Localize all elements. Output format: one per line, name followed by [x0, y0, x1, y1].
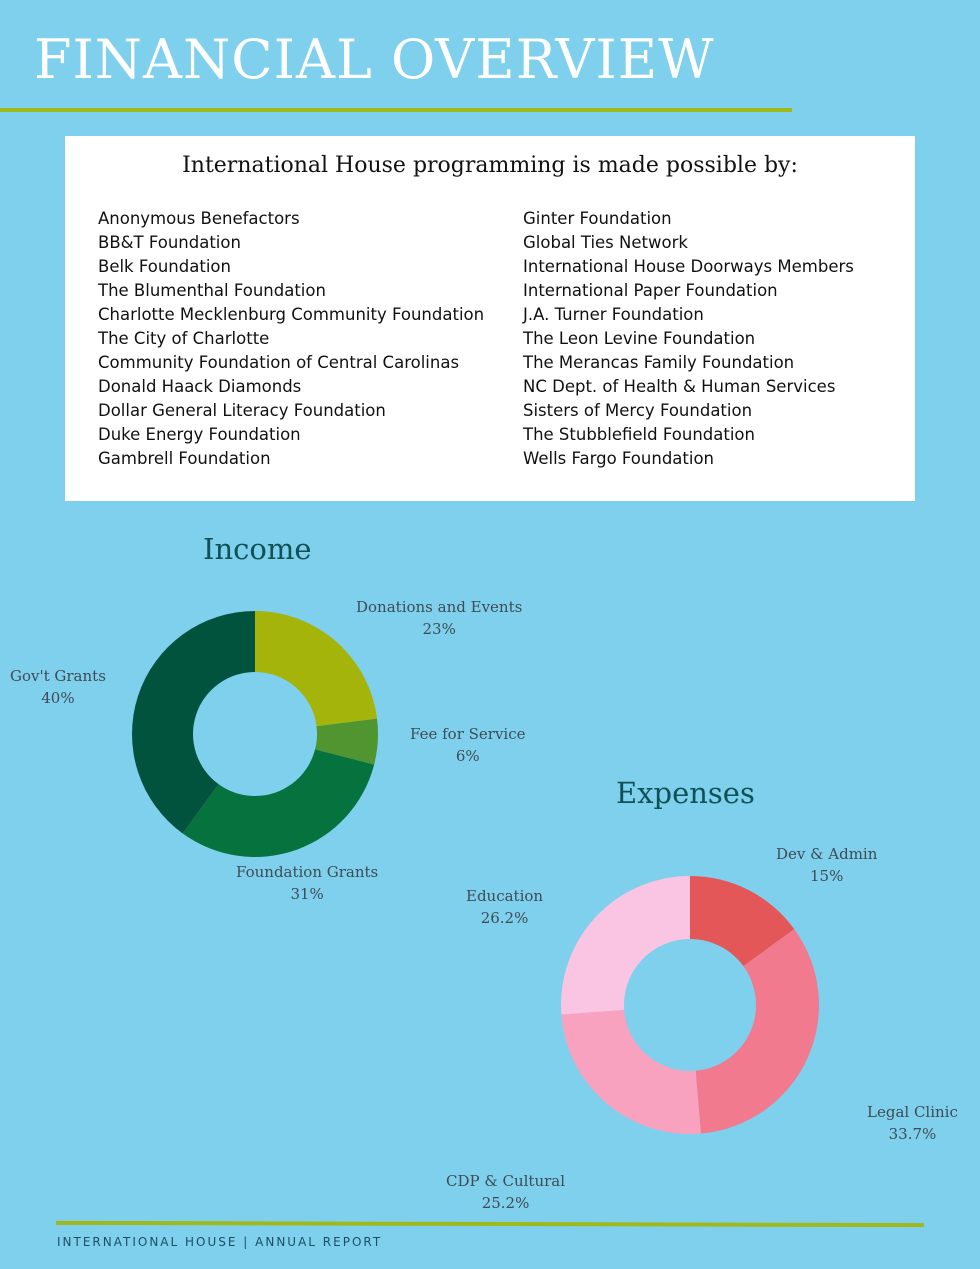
income-label-donations: [356, 596, 522, 640]
sponsor-item: International Paper Foundation: [523, 281, 778, 300]
sponsor-item: Ginter Foundation: [523, 209, 672, 228]
slice-value: 26.2%: [480, 909, 529, 927]
sponsor-item: The Blumenthal Foundation: [98, 281, 326, 300]
sponsor-item: Duke Energy Foundation: [98, 425, 301, 444]
slice-value: 31%: [290, 885, 324, 903]
sponsor-item: Wells Fargo Foundation: [523, 449, 715, 468]
sponsor-item: Sisters of Mercy Foundation: [523, 401, 753, 420]
sponsor-item: Belk Foundation: [98, 257, 231, 276]
sponsor-item: Charlotte Mecklenburg Community Foundation: [98, 305, 485, 324]
sponsor-item: NC Dept. of Health & Human Services: [523, 377, 836, 396]
sponsor-item: The Merancas Family Foundation: [523, 353, 795, 372]
sponsor-item: Dollar General Literacy Foundation: [98, 401, 386, 420]
sponsor-item: J.A. Turner Foundation: [523, 305, 704, 324]
slice-category: Dev & Admin: [776, 845, 878, 863]
expenses-label-legal: [867, 1101, 958, 1145]
sponsor-item: Anonymous Benefactors: [98, 209, 300, 228]
sponsors-box: [65, 136, 915, 501]
slice-category: Donations and Events: [356, 598, 523, 616]
expenses-donut-chart: [559, 874, 821, 1136]
sponsor-item: The Stubblefield Foundation: [523, 425, 755, 444]
donut-slice-foundation-grants: [183, 749, 374, 857]
expenses-label-education: [466, 885, 543, 929]
page-title: FINANCIAL OVERVIEW: [34, 28, 715, 91]
slice-value: 6%: [455, 747, 480, 765]
slice-category: Education: [466, 887, 544, 905]
sponsors-list-left: [98, 207, 484, 471]
slice-category: Fee for Service: [410, 725, 526, 743]
sponsor-item: Community Foundation of Central Carolinas: [98, 353, 460, 372]
donut-slice-education: [561, 876, 690, 1015]
slice-value: 23%: [422, 620, 456, 638]
donut-slice-legal-clinic: [696, 929, 819, 1133]
title-underline: [0, 108, 792, 112]
expenses-label-dev-admin: [776, 843, 877, 887]
slice-category: Legal Clinic: [867, 1103, 958, 1121]
income-label-fee: [410, 723, 526, 767]
slice-value: 33.7%: [888, 1125, 937, 1143]
income-donut-chart: [130, 609, 380, 859]
sponsors-heading: International House programming is made possible by:: [182, 153, 798, 178]
footer-text: INTERNATIONAL HOUSE | ANNUAL REPORT: [57, 1235, 383, 1249]
footer-rule: [56, 1221, 924, 1227]
slice-category: CDP & Cultural: [446, 1172, 566, 1190]
sponsors-list-right: [523, 207, 854, 471]
sponsor-item: Global Ties Network: [523, 233, 688, 252]
income-label-govt: [10, 665, 106, 709]
sponsor-item: BB&T Foundation: [98, 233, 241, 252]
income-label-foundation: [236, 861, 378, 905]
slice-category: Gov't Grants: [10, 667, 106, 685]
sponsor-item: Donald Haack Diamonds: [98, 377, 302, 396]
slice-value: 25.2%: [481, 1194, 530, 1212]
expenses-chart-title: Expenses: [616, 776, 755, 810]
sponsor-item: The City of Charlotte: [98, 329, 270, 348]
sponsor-item: International House Doorways Members: [523, 257, 854, 276]
slice-value: 40%: [41, 689, 75, 707]
slice-category: Foundation Grants: [236, 863, 379, 881]
expenses-label-cdp: [446, 1170, 565, 1214]
donut-slice-cdp-cultural: [561, 1010, 701, 1134]
sponsor-item: The Leon Levine Foundation: [523, 329, 756, 348]
slice-value: 15%: [810, 867, 844, 885]
income-chart-title: Income: [203, 532, 312, 566]
sponsor-item: Gambrell Foundation: [98, 449, 271, 468]
